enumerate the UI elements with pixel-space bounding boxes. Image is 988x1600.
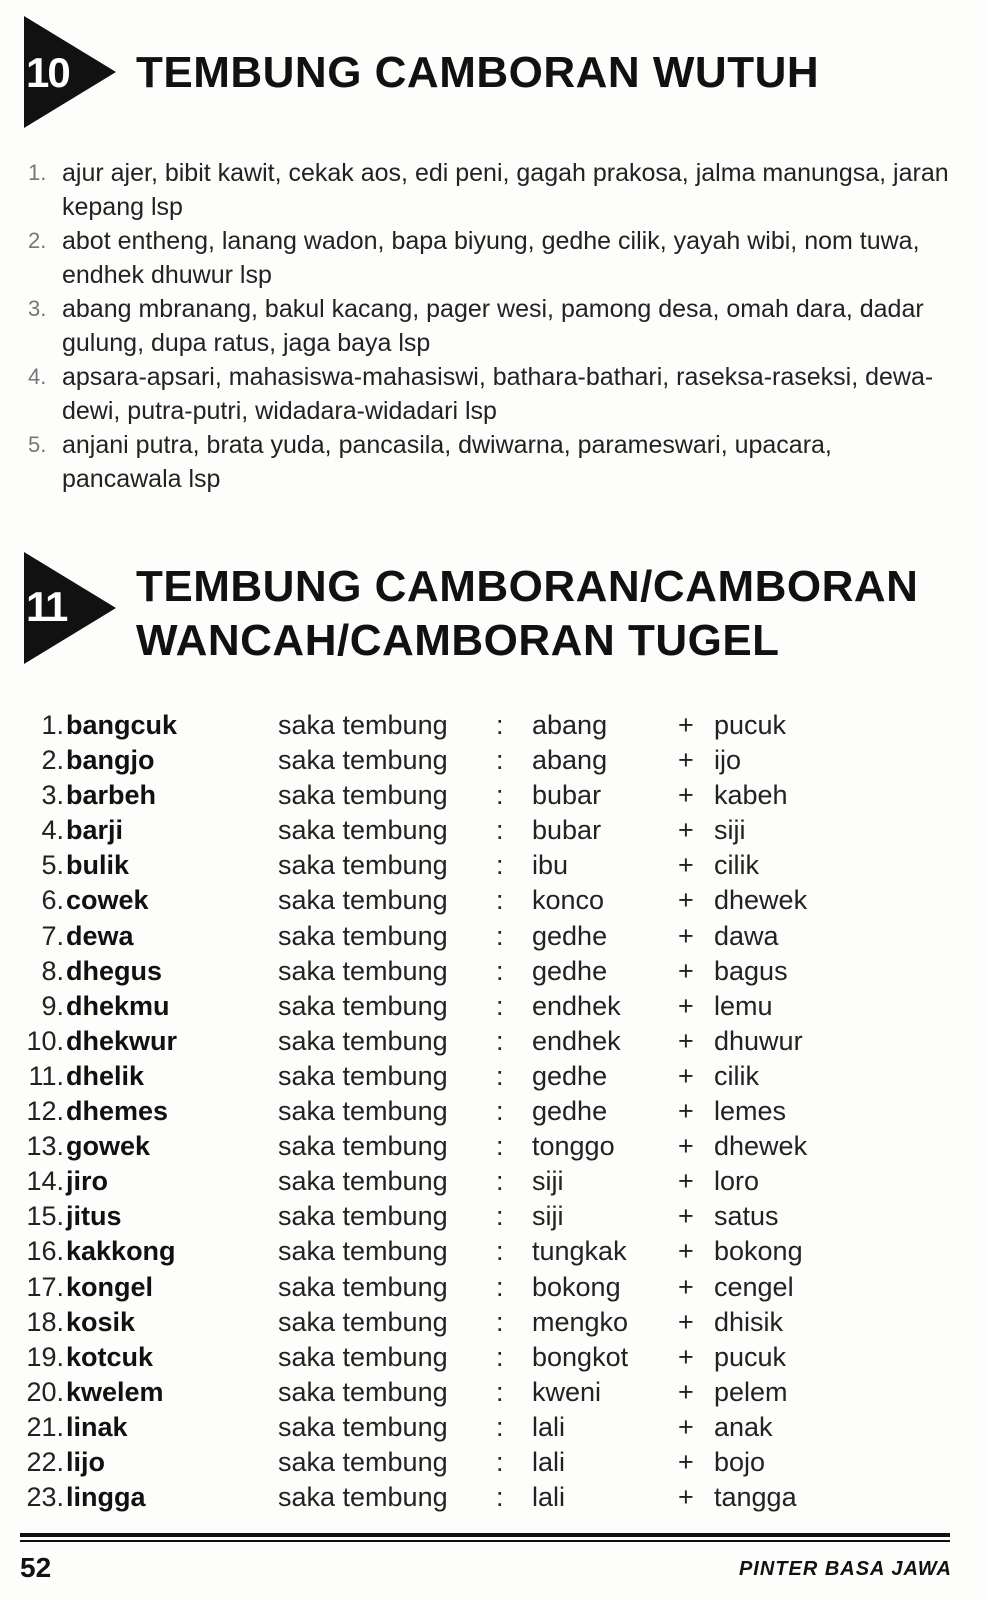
table-row xyxy=(18,989,968,1024)
root-word-first: gedhe xyxy=(532,920,608,951)
list-item-text: abang mbranang, bakul kacang, pager wesi, pamong desa, omah dara, dadar gulung, dupa ratus, jaga baya lsp xyxy=(62,295,924,357)
plus-sign: + xyxy=(678,885,694,916)
plus-sign: + xyxy=(678,1341,694,1372)
table-row xyxy=(18,1410,968,1445)
row-number: 20. xyxy=(26,1376,64,1407)
root-word-first: tonggo xyxy=(532,1131,615,1162)
root-word-second: bagus xyxy=(714,955,788,986)
table-row xyxy=(18,813,968,848)
row-number: 19. xyxy=(26,1341,64,1372)
list-item-number: 1. xyxy=(28,160,47,185)
derivation-label: saka tembung xyxy=(278,955,448,986)
derivation-label: saka tembung xyxy=(278,1166,448,1197)
plus-sign: + xyxy=(678,780,694,811)
separator: : xyxy=(496,815,504,846)
page-number: 52 xyxy=(20,1552,52,1583)
table-row xyxy=(18,1059,968,1094)
plus-sign: + xyxy=(678,1166,694,1197)
root-word-second: pucuk xyxy=(714,710,787,740)
list-item xyxy=(28,224,958,292)
derivation-label: saka tembung xyxy=(278,1411,448,1442)
plus-sign: + xyxy=(678,955,694,986)
table-row xyxy=(18,1129,968,1164)
root-word-second: lemes xyxy=(714,1096,787,1127)
root-word-first: endhek xyxy=(532,1025,621,1056)
compound-word: bulik xyxy=(66,850,130,881)
derivation-label: saka tembung xyxy=(278,780,448,811)
list-item xyxy=(28,292,958,360)
root-word-first: ibu xyxy=(532,850,569,881)
compound-word: bangcuk xyxy=(66,710,178,740)
root-word-second: ijo xyxy=(714,745,742,776)
separator: : xyxy=(496,1306,504,1337)
separator: : xyxy=(496,1482,504,1513)
derivation-label: saka tembung xyxy=(278,1060,448,1091)
derivation-label: saka tembung xyxy=(278,1236,448,1267)
separator: : xyxy=(496,1341,504,1372)
table-row xyxy=(18,1234,968,1269)
table-row xyxy=(18,743,968,778)
separator: : xyxy=(496,1025,504,1056)
section-title: TEMBUNG CAMBORAN WUTUH xyxy=(136,48,820,97)
row-number: 22. xyxy=(26,1446,64,1477)
plus-sign: + xyxy=(678,1025,694,1056)
table-row xyxy=(18,1024,968,1059)
separator: : xyxy=(496,920,504,951)
compound-word: dhekmu xyxy=(66,990,170,1021)
plus-sign: + xyxy=(678,1096,694,1127)
plus-sign: + xyxy=(678,990,694,1021)
derivation-label: saka tembung xyxy=(278,920,448,951)
plus-sign: + xyxy=(678,1236,694,1267)
list-item xyxy=(28,360,958,428)
derivation-label: saka tembung xyxy=(278,815,448,846)
row-number: 12. xyxy=(26,1096,64,1127)
list-item-number: 2. xyxy=(28,228,47,253)
root-word-first: siji xyxy=(532,1201,564,1232)
row-number: 11. xyxy=(28,1060,64,1091)
plus-sign: + xyxy=(678,1060,694,1091)
compound-word: linak xyxy=(66,1411,128,1442)
compound-word: bangjo xyxy=(66,745,155,776)
derivation-label: saka tembung xyxy=(278,1306,448,1337)
root-word-second: siji xyxy=(714,815,746,846)
separator: : xyxy=(496,850,504,881)
root-word-second: anak xyxy=(714,1411,773,1442)
separator: : xyxy=(496,1131,504,1162)
row-number: 15. xyxy=(26,1201,64,1232)
plus-sign: + xyxy=(678,920,694,951)
compound-word: gowek xyxy=(66,1131,151,1162)
table-row xyxy=(18,1164,968,1199)
root-word-first: lali xyxy=(532,1411,566,1442)
row-number: 17. xyxy=(26,1271,64,1302)
section-11-header xyxy=(24,552,956,668)
root-word-second: dhewek xyxy=(714,885,808,916)
derivation-label: saka tembung xyxy=(278,990,448,1021)
compound-word-list xyxy=(28,156,958,496)
derivation-label: saka tembung xyxy=(278,1131,448,1162)
table-row xyxy=(18,1199,968,1234)
table-row xyxy=(18,1094,968,1129)
derivation-label: saka tembung xyxy=(278,1025,448,1056)
derivation-label: saka tembung xyxy=(278,850,448,881)
table-row xyxy=(18,883,968,918)
separator: : xyxy=(496,990,504,1021)
section-number-badge xyxy=(24,16,116,128)
compound-word: lijo xyxy=(66,1446,105,1477)
root-word-second: kabeh xyxy=(714,780,788,811)
table-row xyxy=(18,1305,968,1340)
root-word-second: cilik xyxy=(714,1060,759,1091)
section-number-badge xyxy=(24,552,116,664)
root-word-first: kweni xyxy=(532,1376,602,1407)
row-number: 4. xyxy=(41,815,64,846)
derivation-label: saka tembung xyxy=(278,1482,448,1513)
row-number: 23. xyxy=(26,1482,64,1513)
root-word-first: bubar xyxy=(532,815,602,846)
root-word-first: endhek xyxy=(532,990,621,1021)
root-word-first: gedhe xyxy=(532,1060,608,1091)
separator: : xyxy=(496,780,504,811)
plus-sign: + xyxy=(678,1201,694,1232)
plus-sign: + xyxy=(678,710,694,740)
table-row xyxy=(18,1270,968,1305)
section-10-header xyxy=(24,16,819,128)
table-row xyxy=(18,1340,968,1375)
root-word-first: tungkak xyxy=(532,1236,627,1267)
root-word-first: mengko xyxy=(532,1306,629,1337)
root-word-first: gedhe xyxy=(532,1096,608,1127)
plus-sign: + xyxy=(678,815,694,846)
row-number: 6. xyxy=(41,885,64,916)
list-item-text: ajur ajer, bibit kawit, cekak aos, edi peni, gagah prakosa, jalma manungsa, jaran kepang lsp xyxy=(62,159,949,221)
derivation-label: saka tembung xyxy=(278,1446,448,1477)
table-row xyxy=(18,1445,968,1480)
root-word-first: bongkot xyxy=(532,1341,629,1372)
separator: : xyxy=(496,1376,504,1407)
compound-word: dhemes xyxy=(66,1096,169,1127)
row-number: 7. xyxy=(41,920,64,951)
plus-sign: + xyxy=(678,850,694,881)
separator: : xyxy=(496,1096,504,1127)
compound-word: kakkong xyxy=(66,1236,176,1267)
separator: : xyxy=(496,1236,504,1267)
list-item xyxy=(28,428,958,496)
root-word-second: pucuk xyxy=(714,1341,787,1372)
compound-word: dewa xyxy=(66,920,134,951)
derivation-label: saka tembung xyxy=(278,745,448,776)
root-word-first: abang xyxy=(532,710,608,740)
root-word-second: bojo xyxy=(714,1446,766,1477)
list-item xyxy=(28,156,958,224)
root-word-second: cilik xyxy=(714,850,759,881)
list-item-text: apsara-apsari, mahasiswa-mahasiswi, bathara-bathari, raseksa-raseksi, dewa-dewi, putra-putri, widadara-widadari lsp xyxy=(62,363,934,425)
root-word-second: lemu xyxy=(714,990,773,1021)
separator: : xyxy=(496,1411,504,1442)
section-title: TEMBUNG CAMBORAN/CAMBORAN WANCAH/CAMBORAN TUGEL xyxy=(136,562,919,665)
list-item-text: anjani putra, brata yuda, pancasila, dwiwarna, parameswari, upacara, pancawala lsp xyxy=(62,431,832,493)
row-number: 5. xyxy=(41,850,64,881)
compound-word: lingga xyxy=(66,1482,146,1513)
list-item-number: 4. xyxy=(28,364,47,389)
root-word-second: dhisik xyxy=(714,1306,784,1337)
root-word-second: dhuwur xyxy=(714,1025,803,1056)
derivation-label: saka tembung xyxy=(278,710,448,740)
row-number: 10. xyxy=(26,1025,64,1056)
table-row xyxy=(18,954,968,989)
compound-word: jitus xyxy=(66,1201,122,1232)
row-number: 9. xyxy=(41,990,64,1021)
row-number: 8. xyxy=(41,955,64,986)
separator: : xyxy=(496,1446,504,1477)
root-word-first: gedhe xyxy=(532,955,608,986)
plus-sign: + xyxy=(678,1446,694,1477)
derivation-label: saka tembung xyxy=(278,1201,448,1232)
table-row xyxy=(18,1480,968,1515)
plus-sign: + xyxy=(678,1411,694,1442)
book-title: PINTER BASA JAWA xyxy=(738,1558,952,1580)
root-word-first: bokong xyxy=(532,1271,621,1302)
root-word-second: tangga xyxy=(714,1482,797,1513)
section-number: 10 xyxy=(26,49,69,96)
compound-word: dhegus xyxy=(66,955,163,986)
compound-word: barbeh xyxy=(66,780,157,811)
plus-sign: + xyxy=(678,745,694,776)
root-word-first: konco xyxy=(532,885,605,916)
root-word-first: bubar xyxy=(532,780,602,811)
separator: : xyxy=(496,745,504,776)
root-word-second: bokong xyxy=(714,1236,803,1267)
root-word-first: lali xyxy=(532,1446,566,1477)
plus-sign: + xyxy=(678,1271,694,1302)
compound-word: kwelem xyxy=(66,1376,164,1407)
table-row xyxy=(18,919,968,954)
compound-word: kosik xyxy=(66,1306,136,1337)
list-item-text: abot entheng, lanang wadon, bapa biyung, gedhe cilik, yayah wibi, nom tuwa, endhek dhuwur lsp xyxy=(62,227,920,289)
root-word-first: lali xyxy=(532,1482,566,1513)
derivation-label: saka tembung xyxy=(278,1271,448,1302)
list-item-number: 5. xyxy=(28,432,47,457)
root-word-first: siji xyxy=(532,1166,564,1197)
separator: : xyxy=(496,1060,504,1091)
root-word-second: pelem xyxy=(714,1376,788,1407)
plus-sign: + xyxy=(678,1376,694,1407)
list-item-number: 3. xyxy=(28,296,47,321)
row-number: 13. xyxy=(26,1131,64,1162)
root-word-second: loro xyxy=(714,1166,760,1197)
footer-divider xyxy=(20,1540,950,1542)
derivation-label: saka tembung xyxy=(278,885,448,916)
separator: : xyxy=(496,1166,504,1197)
row-number: 3. xyxy=(41,780,64,811)
row-number: 16. xyxy=(26,1236,64,1267)
root-word-second: dhewek xyxy=(714,1131,808,1162)
derivation-label: saka tembung xyxy=(278,1341,448,1372)
root-word-second: cengel xyxy=(714,1271,794,1302)
separator: : xyxy=(496,885,504,916)
compound-word: jiro xyxy=(66,1166,109,1197)
separator: : xyxy=(496,1271,504,1302)
row-number: 14. xyxy=(26,1166,64,1197)
root-word-first: abang xyxy=(532,745,608,776)
table-row xyxy=(18,778,968,813)
row-number: 18. xyxy=(26,1306,64,1337)
plus-sign: + xyxy=(678,1131,694,1162)
compound-word: kongel xyxy=(66,1271,154,1302)
footer-divider xyxy=(20,1533,950,1537)
table-row xyxy=(18,708,968,743)
separator: : xyxy=(496,1201,504,1232)
plus-sign: + xyxy=(678,1482,694,1513)
root-word-second: satus xyxy=(714,1201,779,1232)
root-word-second: dawa xyxy=(714,920,779,951)
compound-word: kotcuk xyxy=(66,1341,154,1372)
table-row xyxy=(18,848,968,883)
separator: : xyxy=(496,710,504,740)
compound-word-table xyxy=(18,708,968,1515)
row-number: 1. xyxy=(41,710,64,740)
section-number: 11 xyxy=(26,583,67,630)
compound-word: dhelik xyxy=(66,1060,145,1091)
derivation-label: saka tembung xyxy=(278,1376,448,1407)
plus-sign: + xyxy=(678,1306,694,1337)
compound-word: dhekwur xyxy=(66,1025,178,1056)
compound-word: barji xyxy=(66,815,124,846)
separator: : xyxy=(496,955,504,986)
derivation-label: saka tembung xyxy=(278,1096,448,1127)
row-number: 2. xyxy=(41,745,64,776)
compound-word: cowek xyxy=(66,885,149,916)
table-row xyxy=(18,1375,968,1410)
row-number: 21. xyxy=(26,1411,64,1442)
